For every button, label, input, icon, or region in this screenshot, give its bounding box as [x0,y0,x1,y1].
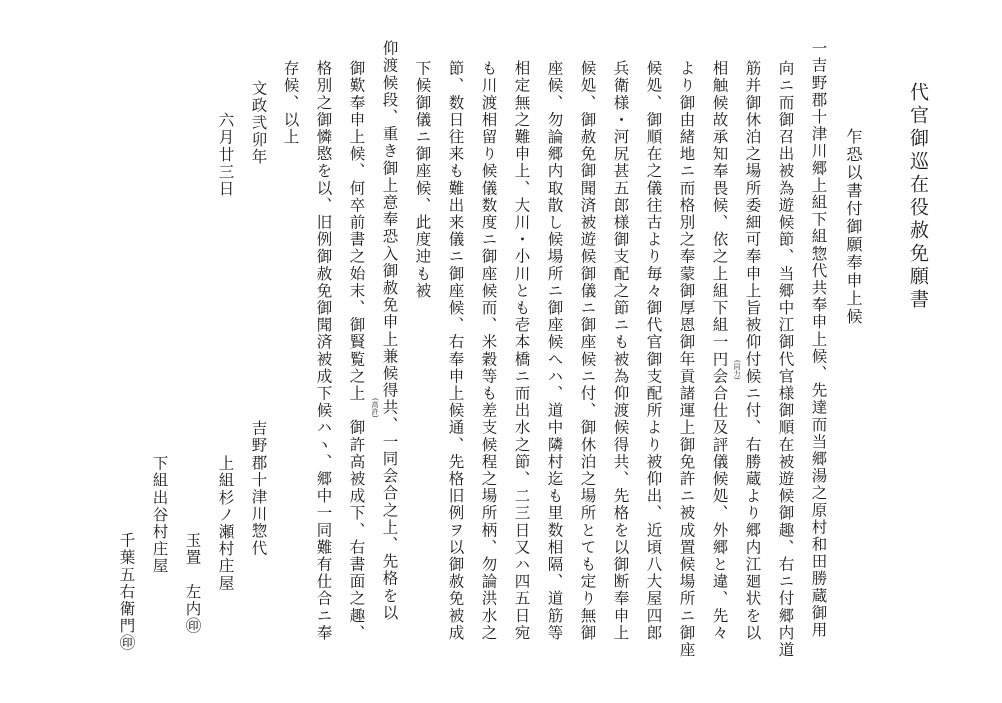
signatory-group: 吉野郡十津川惣代 [249,420,268,557]
document-subtitle: 乍恐以書付御願奉申上候 [844,128,863,326]
body-line-16: 格別之御憐愍を以、旧例御赦免御聞済被成下候ハヽ、郷中一同難有仕合ニ奉 [314,60,333,642]
body-line-4: 相触候故承知奉畏候、依之上組下組一円会合仕及評儀候処、外郷と違、先々 [710,60,729,642]
signatory-lower-name: 千葉五右衛門㊞ [117,532,136,652]
date-era: 文政弐卯年 [249,80,268,166]
date-day: 六月廿三日 [216,112,235,198]
body-line-17: 存候、以上 [281,60,300,146]
signatory-upper-name: 玉置 左内㊞ [183,532,202,635]
body-line-14: 仰渡候段、重き御上意奉恐入御赦免申上兼候得共、一同会合之上、先格を以 [380,40,399,622]
body-line-3: 筋并御休泊之場所委細可奉申上旨被仰付候ニ付、右勝蔵より郷内江廻状を以 [743,60,762,642]
body-line-5: より御由緒地ニ而格別之奉蒙御厚恩御年貢諸運上御免許ニ被成置候場所ニ御座 [677,60,696,659]
body-line-9: 座候、勿論郷内取散し候場所ニ御座候へハ、道中隣村迄も里数相隔、道筋等 [545,60,564,642]
body-line-8: 候処、御赦免御聞済被遊候御儀ニ御座候ニ付、御休泊之場所とても定り無御 [578,60,597,642]
body-line-13: 下候御儀ニ御座候、此度迚も被 [413,60,432,300]
annotation-gosai: (高許) [371,398,379,418]
body-line-7: 兵衛様・河尻甚五郎様御支配之節ニも被為仰渡候得共、先格を以御断奉申上 [611,60,630,642]
annotation-doryoku: (同力) [733,360,741,380]
body-line-15: 御歎奉申上候、何卒前書之始末、御賢覧之上 御許高被成下、右書面之趣、 [347,60,366,642]
body-line-1: 一吉野郡十津川郷上組下組惣代共奉申上候、先達而当郷湯之原村和田勝蔵御用 [809,40,828,639]
body-line-11: も川渡相留り候儀数度ニ御座候而、米穀等も差支候程之場所柄、勿論洪水之 [479,60,498,642]
signatory-upper-village: 上組杉ノ瀬村庄屋 [216,455,235,592]
document-title: 代官御巡在役赦免願書 [907,82,929,312]
body-line-10: 相定無之難申上、大川・小川とも壱本橋ニ而出水之節、二三日又ハ四五日宛 [512,60,531,642]
body-line-2: 向ニ而御召出被為遊候節、当郷中江御代官様御順在被遊候御趣、右ニ付郷内道 [776,60,795,659]
body-line-6: 候処、御順在之儀往古より毎々御代官御支配所より被仰出、近頃八大屋四郎 [644,60,663,642]
signatory-lower-village: 下組出谷村庄屋 [150,455,169,575]
body-line-12: 節、数日往来も難出来儀ニ御座候、右奉申上候通、先格旧例ヲ以御赦免被成 [446,60,465,642]
